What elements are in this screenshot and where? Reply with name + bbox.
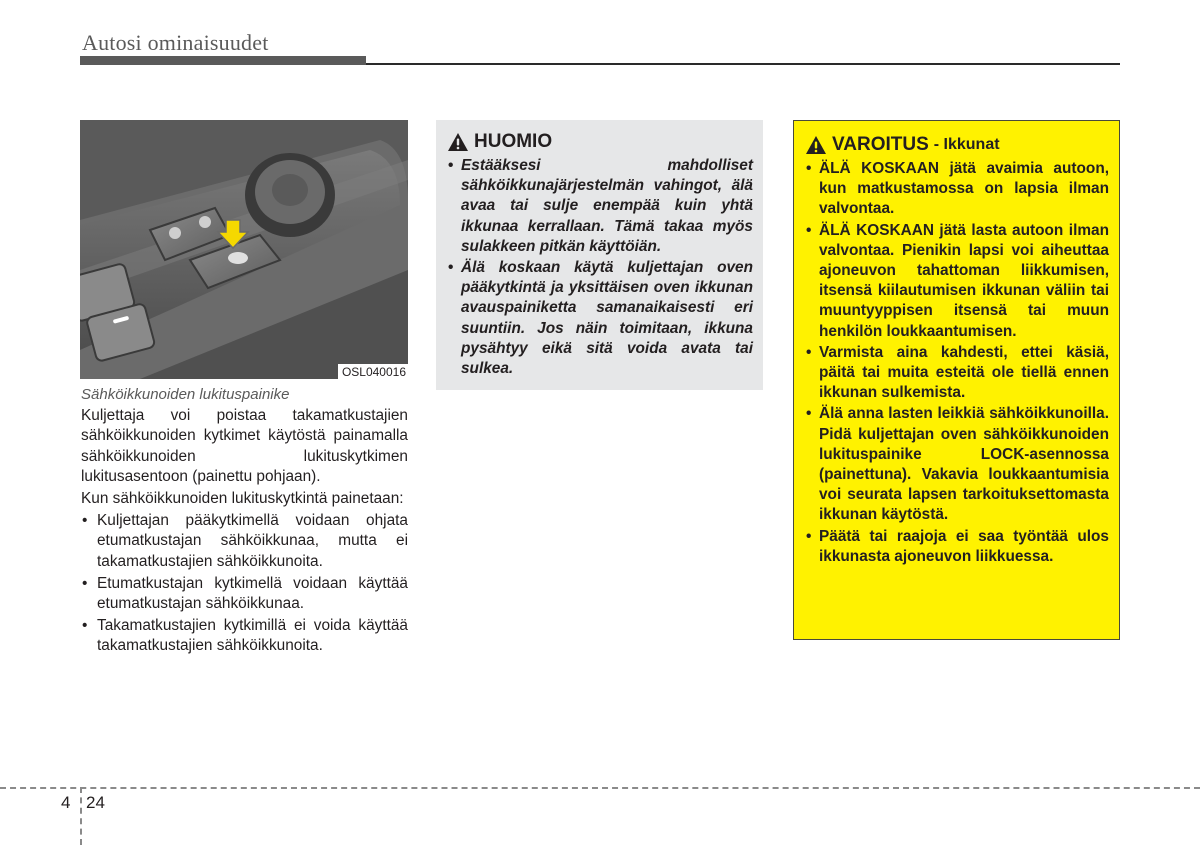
footer-dashed-rule [0, 787, 1200, 789]
switch-panel-illustration [80, 120, 408, 379]
warning-triangle-icon [806, 136, 826, 154]
bullet-icon: • [448, 157, 454, 174]
caution-title: HUOMIO [448, 130, 753, 154]
bullet-icon: • [806, 221, 812, 239]
bullet-icon: • [806, 405, 812, 423]
chapter-number: 4 [61, 793, 71, 812]
figure-code: OSL040016 [338, 364, 408, 379]
bullet-icon: • [82, 574, 88, 592]
caution-list [446, 156, 753, 379]
list-item: • Älä koskaan käytä kuljettajan oven pääkytkintä ja yksittäisen oven ikkunan avauspainiketta samanaikaisesti eri suuntiin. Jos näin toimitaan, ikkuna pysähtyy eikä sitä voida avata tai sulkea. [448, 259, 753, 378]
bullet-icon: • [806, 343, 812, 361]
section-title: Autosi ominaisuudet [82, 30, 269, 55]
list-item: • Varmista aina kahdesti, ettei käsiä, päitä tai muita esteitä ole tiellä ennen ikkunan sulkemista. [806, 343, 1109, 402]
list-item: • Päätä tai raajoja ei saa työntää ulos ikkunasta ajoneuvon liikkuessa. [806, 527, 1109, 565]
warning-triangle-icon [448, 133, 468, 151]
warning-title: VAROITUS - Ikkunat [806, 133, 1109, 157]
list-item: • Älä anna lasten leikkiä sähköikkunoilla. Pidä kuljettajan oven sähköikkunoiden lukituspainike LOCK-asennossa (painettuna). Vakavia loukkaantumisia voi seurata lapsen tarkoituksettomasta ikkunan käytöstä. [806, 405, 1109, 524]
warning-subtitle: - Ikkunat [933, 136, 1000, 153]
warning-box [793, 120, 1120, 640]
list-item: • ÄLÄ KOSKAAN jätä lasta autoon ilman valvontaa. Pienikin lapsi voi aiheuttaa ajoneuvon tahattoman liikkumisen, itsensä kiilautumisen ikkunan väliin tai muuntyyppisen itsensä tai muun henkilön loukkaantumisen. [806, 221, 1109, 340]
bullet-icon: • [82, 512, 88, 530]
section-subheading: Sähköikkunoiden lukituspainike [81, 386, 290, 403]
switch-panel-photo [80, 120, 408, 379]
list-item: • Takamatkustajien kytkimillä ei voida käyttää takamatkustajien sähköikkunoita. [82, 617, 408, 655]
caution-box [436, 120, 763, 390]
list-item: • Kuljettajan pääkytkimellä voidaan ohjata etumatkustajan sähköikkunaa, mutta ei takamatkustajien sähköikkunoita. [82, 512, 408, 570]
bullet-icon: • [806, 527, 812, 545]
warning-list [804, 159, 1109, 567]
bullet-icon: • [806, 160, 812, 177]
list-item: • Estääksesi mahdolliset sähköikkunajärjestelmän vahingot, älä avaa tai sulje enempää kuin yhtä ikkunaa kerrallaan. Tämä takaa myös sulakkeen pitkän käyttöiän. [448, 157, 753, 255]
list-item: • Etumatkustajan kytkimellä voidaan käyttää etumatkustajan sähköikkunaa. [82, 574, 408, 613]
paragraph: Kun sähköikkunoiden lukituskytkintä painetaan: [81, 490, 404, 508]
bullet-icon: • [448, 259, 454, 277]
list-item: • ÄLÄ KOSKAAN jätä avaimia autoon, kun matkustamossa on lapsia ilman valvontaa. [806, 160, 1109, 218]
paragraph: Kuljettaja voi poistaa takamatkustajien sähköikkunoiden kytkimet käytöstä painamalla sähköikkunoiden lukituskytkimen lukitusasentoon (painettu pohjaan). [81, 407, 408, 485]
footer-dashed-divider [80, 787, 82, 845]
lock-button-section [81, 385, 408, 659]
header-rule [366, 63, 1120, 65]
page-number: 24 [86, 793, 105, 812]
bullet-list [81, 511, 408, 656]
header-accent-bar [80, 56, 366, 65]
bullet-icon: • [82, 617, 88, 635]
